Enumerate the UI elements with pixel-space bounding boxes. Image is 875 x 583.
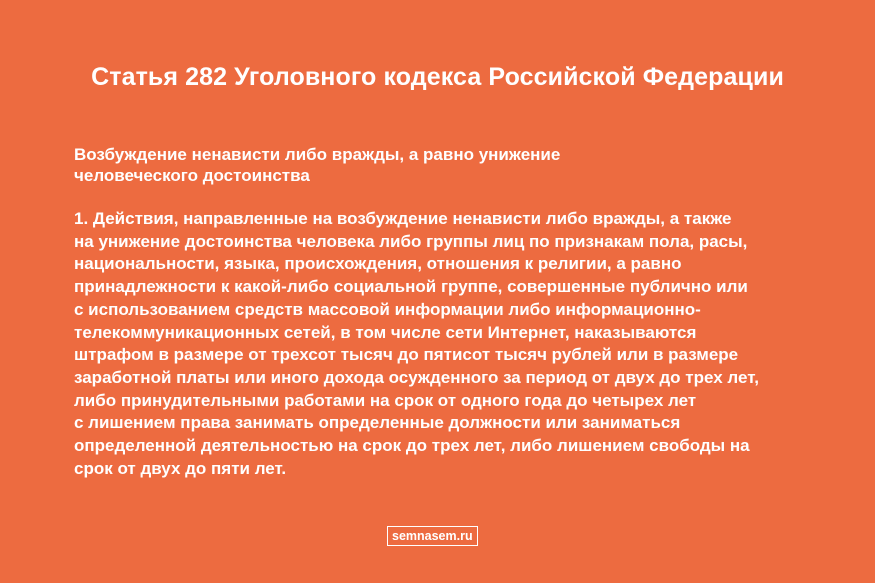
body-line: штрафом в размере от трехсот тысяч до пятисот тысяч рублей или в размере [74,345,739,365]
body-line: 1. Действия, направленные на возбуждение ненависти либо вражды, а также [74,209,732,228]
body-line: телекоммуникационных сетей, в том числе сети Интернет, наказываются [74,322,697,342]
body-line: срок от двух до пяти лет. [74,458,287,478]
body-line: либо принудительными работами на срок от одного года до четырех лет [74,390,697,410]
article-body [74,208,814,480]
body-line: принадлежности к какой-либо социальной группе, совершенные публично или [74,277,748,297]
subtitle-line: Возбуждение ненависти либо вражды, а равно унижение [74,145,561,164]
article-subtitle [74,144,794,186]
body-line: определенной деятельностью на срок до трех лет, либо лишением свободы на [74,436,750,456]
site-watermark: semnasem.ru [387,526,478,546]
body-line: с использованием средств массовой информации либо информационно- [74,299,701,319]
body-line: с лишением права занимать определенные должности или заниматься [74,413,681,433]
page-title: Статья 282 Уголовного кодекса Российской Федерации [91,63,784,91]
subtitle-line: человеческого достоинства [74,166,310,185]
body-line: на унижение достоинства человека либо группы лиц по признакам пола, расы, [74,231,748,251]
body-line: заработной платы или иного дохода осужденного за период от двух до трех лет, [74,367,759,387]
body-line: национальности, языка, происхождения, отношения к религии, а равно [74,254,682,274]
